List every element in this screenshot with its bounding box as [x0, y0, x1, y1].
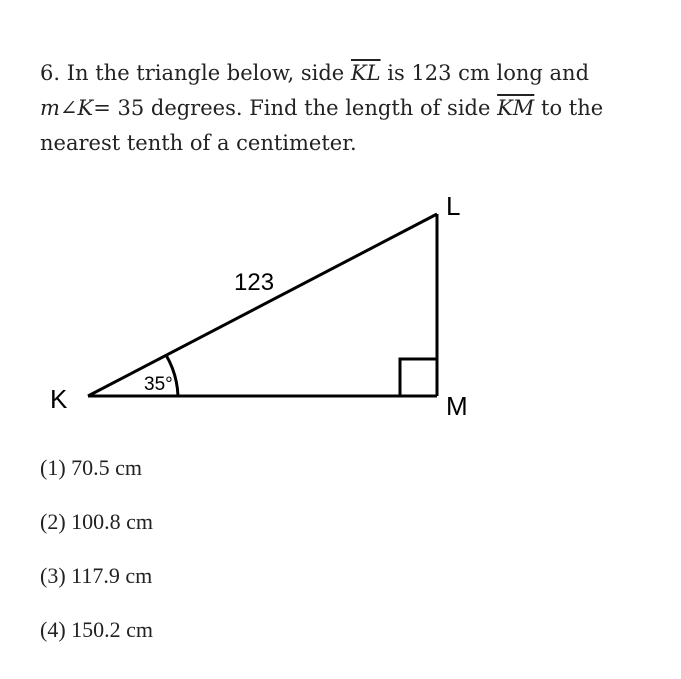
side-kl-label: $\overline{KL}$	[350, 61, 381, 85]
answer-choices	[40, 450, 153, 666]
answer-choice-2[interactable]: (2) 100.8 cm	[40, 509, 154, 534]
right-angle-marker	[400, 359, 437, 396]
vertex-m-label: M	[446, 391, 468, 421]
question-text-part4: to the nearest tenth of a centimeter.	[40, 96, 604, 155]
side-kl-line	[88, 214, 437, 396]
answer-choice-4[interactable]: (4) 150.2 cm	[40, 617, 154, 642]
answer-choice-1[interactable]: (1) 70.5 cm	[40, 455, 143, 480]
vertex-l-label: L	[446, 191, 461, 221]
question-number: 6.	[40, 61, 61, 85]
question-text-part3: = 35 degrees. Find the length of side	[93, 96, 491, 120]
question-text-part2: is 123 cm long and	[387, 61, 590, 85]
side-km-label: $\overline{KM}$	[497, 96, 535, 120]
answer-choice-3[interactable]: (3) 117.9 cm	[40, 563, 153, 588]
angle-k-label: 35°	[144, 374, 173, 395]
vertex-k-label: K	[50, 384, 68, 414]
hypotenuse-length-label: 123	[234, 269, 275, 296]
angle-measure-label: m∠K	[40, 96, 94, 120]
question-text-part1: In the triangle below, side	[66, 61, 345, 85]
